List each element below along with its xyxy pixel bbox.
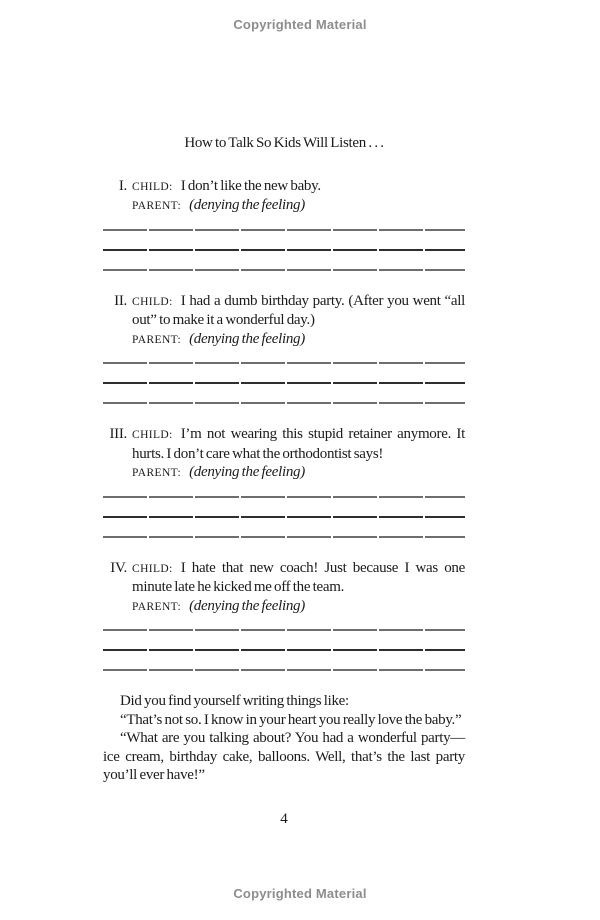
child-dialogue [132, 292, 465, 330]
answer-line [103, 631, 465, 651]
exercise-numeral: IV. [110, 559, 127, 576]
copyright-notice-bottom: Copyrighted Material [233, 886, 367, 901]
exercise-item-2 [103, 292, 465, 405]
child-label: CHILD: [132, 562, 173, 575]
answer-line [103, 344, 465, 364]
parent-label: PARENT: [132, 333, 182, 346]
answer-lines [103, 344, 465, 404]
exercise-item-3 [103, 425, 465, 538]
child-label: CHILD: [132, 295, 173, 308]
child-dialogue [132, 177, 465, 197]
running-header: How to Talk So Kids Will Listen . . . [184, 135, 384, 151]
answer-line [103, 518, 465, 538]
child-dialogue [132, 425, 465, 463]
parent-response: (denying the feeling) [189, 330, 305, 347]
child-label: CHILD: [132, 429, 173, 441]
answer-line [103, 651, 465, 671]
parent-response: (denying the feeling) [189, 197, 305, 213]
child-text: I had a dumb birthday party. (After you went “all out” to make it a wonderful day.) [132, 292, 465, 328]
parent-response: (denying the feeling) [189, 597, 305, 614]
exercise-numeral: III. [109, 426, 127, 442]
child-label: CHILD: [132, 180, 173, 193]
closing-paragraph: “What are you talking about? You had a wonderful party—ice cream, birthday cake, balloons. Well, that’s the last party you’ll ever have!” [103, 730, 465, 783]
closing-paragraph: “That’s not so. I know in your heart you really love the baby.” [120, 711, 462, 728]
closing-paragraphs [103, 692, 465, 785]
parent-label: PARENT: [132, 600, 182, 613]
page-content [103, 134, 465, 785]
answer-line [103, 478, 465, 498]
exercise-dialogue [103, 292, 465, 350]
child-text: I hate that new coach! Just because I was one minute late he kicked me off the team. [132, 559, 465, 595]
answer-line [103, 211, 465, 231]
page-number: 4 [280, 811, 288, 827]
exercise-dialogue [103, 425, 465, 483]
answer-line [103, 251, 465, 271]
answer-line [103, 384, 465, 404]
child-text: I don’t like the new baby. [180, 177, 321, 194]
copyright-notice-top: Copyrighted Material [233, 17, 367, 32]
exercise-numeral: II. [114, 292, 127, 309]
exercise-body [132, 425, 465, 483]
answer-line [103, 498, 465, 518]
parent-label: PARENT: [132, 467, 182, 479]
answer-lines [103, 611, 465, 671]
exercise-body [132, 559, 465, 617]
exercise-item-1 [103, 177, 465, 271]
answer-lines [103, 478, 465, 538]
exercise-body [132, 292, 465, 350]
parent-response: (denying the feeling) [189, 464, 305, 480]
child-dialogue [132, 559, 465, 597]
answer-line [103, 364, 465, 384]
child-text: I’m not wearing this stupid retainer anymore. It hurts. I don’t care what the orthodontist says! [132, 426, 465, 462]
answer-line [103, 611, 465, 631]
closing-paragraph: Did you find yourself writing things like: [120, 693, 349, 709]
exercise-dialogue [103, 559, 465, 617]
answer-lines [103, 211, 465, 271]
answer-line [103, 231, 465, 251]
exercise-item-4 [103, 559, 465, 672]
parent-label: PARENT: [132, 200, 182, 212]
exercise-numeral: I. [118, 177, 127, 194]
